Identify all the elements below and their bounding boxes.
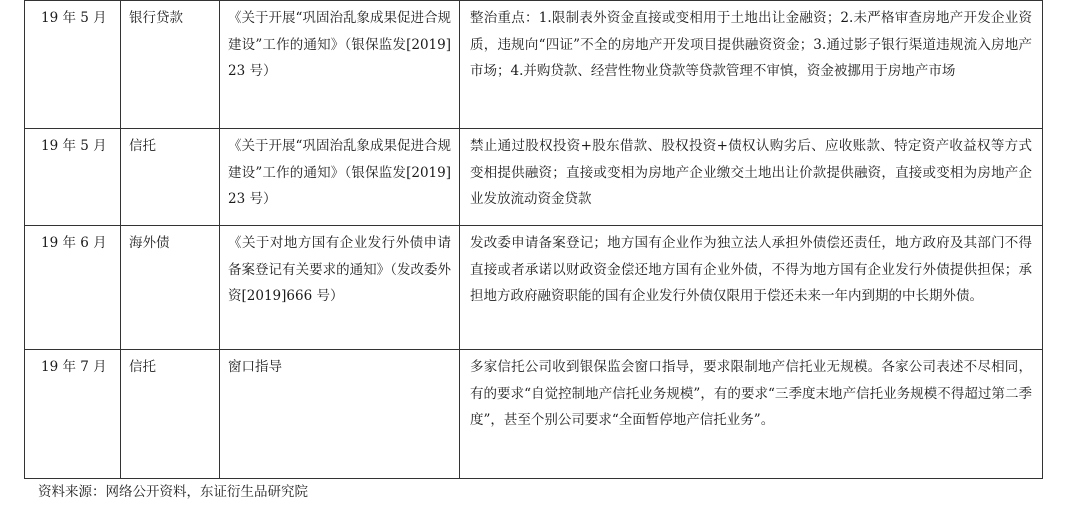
document-cell: 《关于对地方国有企业发行外债申请备案登记有关要求的通知》（发改委外资[2019]666 号） (220, 226, 460, 350)
content-cell: 发改委申请备案登记；地方国有企业作为独立法人承担外债偿还责任，地方政府及其部门不得直接或者承诺以财政资金偿还地方国有企业外债，不得为地方国有企业发行外债提供担保；承担地方政府融资职能的国有企业发行外债仅限用于偿还未来一年内到期的中长期外债。 (460, 226, 1043, 350)
policy-table (24, 0, 1043, 479)
date-cell: 19 年 7 月 (25, 350, 121, 479)
source-note: 资料来源：网络公开资料，东证衍生品研究院 (38, 484, 308, 500)
date-cell: 19 年 5 月 (25, 129, 121, 226)
table-row (25, 1, 1043, 129)
table-row (25, 129, 1043, 226)
content-cell: 多家信托公司收到银保监会窗口指导，要求限制地产信托业无规模。各家公司表述不尽相同，有的要求“自觉控制地产信托业务规模”，有的要求“三季度末地产信托业务规模不得超过第二季度”，甚至个别公司要求“全面暂停地产信托业务”。 (460, 350, 1043, 479)
document-cell: 《关于开展“巩固治乱象成果促进合规建设”工作的通知》（银保监发[2019]23 号） (220, 129, 460, 226)
document-cell: 窗口指导 (220, 350, 460, 479)
type-cell: 海外债 (121, 226, 220, 350)
type-cell: 银行贷款 (121, 1, 220, 129)
date-cell: 19 年 5 月 (25, 1, 121, 129)
date-cell: 19 年 6 月 (25, 226, 121, 350)
document-cell: 《关于开展“巩固治乱象成果促进合规建设”工作的通知》（银保监发[2019]23 号） (220, 1, 460, 129)
table-row (25, 350, 1043, 479)
table-row (25, 226, 1043, 350)
content-cell: 禁止通过股权投资+股东借款、股权投资+债权认购劣后、应收账款、特定资产收益权等方式变相提供融资；直接或变相为房地产企业缴交土地出让价款提供融资，直接或变相为房地产企业发放流动资金贷款 (460, 129, 1043, 226)
type-cell: 信托 (121, 350, 220, 479)
content-cell: 整治重点：1.限制表外资金直接或变相用于土地出让金融资；2.未严格审查房地产开发企业资质，违规向“四证”不全的房地产开发项目提供融资资金；3.通过影子银行渠道违规流入房地产市场；4.并购贷款、经营性物业贷款等贷款管理不审慎，资金被挪用于房地产市场 (460, 1, 1043, 129)
type-cell: 信托 (121, 129, 220, 226)
